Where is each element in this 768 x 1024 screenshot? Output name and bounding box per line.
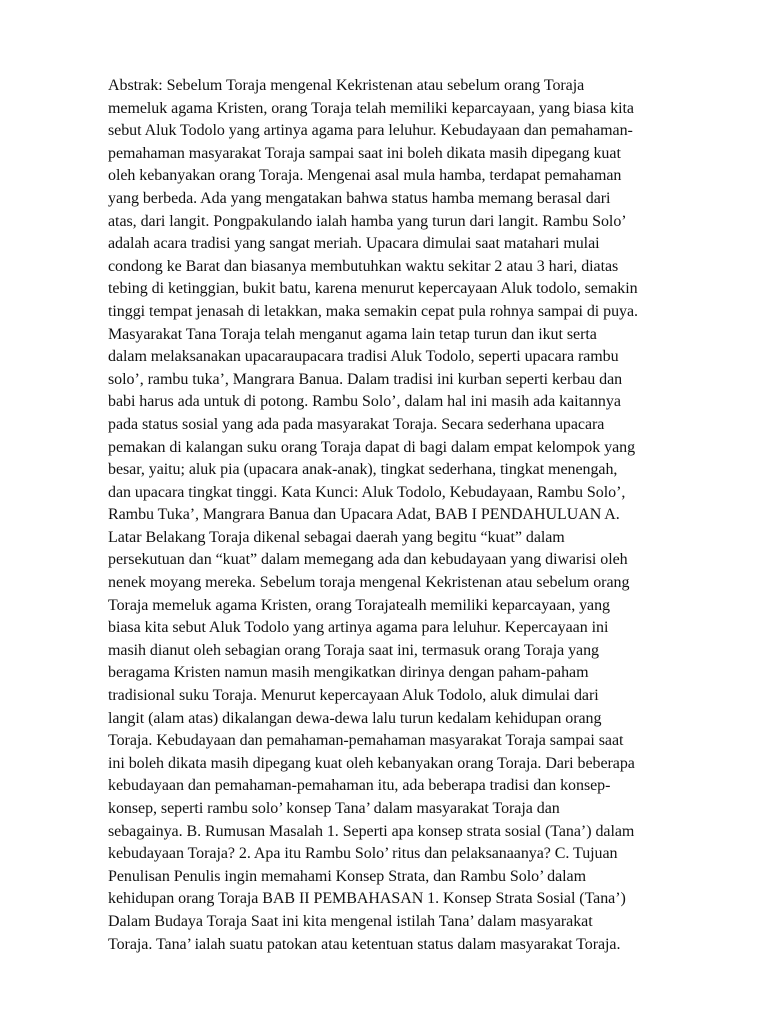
text-line: sebagainya. B. Rumusan Masalah 1. Seperti apa konsep strata sosial (Tana’) dalam bbox=[108, 822, 635, 840]
text-line: pemahaman masyarakat Toraja sampai saat ini boleh dikata masih dipegang kuat bbox=[108, 144, 621, 162]
document-page bbox=[108, 75, 698, 956]
text-line: beragama Kristen namun masih mengikatkan dirinya dengan paham-paham bbox=[108, 664, 589, 682]
text-line: tradisional suku Toraja. Menurut kepercayaan Aluk Todolo, aluk dimulai dari bbox=[108, 687, 599, 705]
text-line: babi harus ada untuk di potong. Rambu Solo’, dalam hal ini masih ada kaitannya bbox=[108, 393, 621, 411]
text-line: Toraja. Tana’ ialah suatu patokan atau ketentuan status dalam masyarakat Toraja. bbox=[108, 935, 621, 953]
text-line: langit (alam atas) dikalangan dewa-dewa lalu turun kedalam kehidupan orang bbox=[108, 709, 602, 727]
text-line: konsep, seperti rambu solo’ konsep Tana’ dalam masyarakat Toraja dan bbox=[108, 800, 560, 817]
text-line: kehidupan orang Toraja BAB II PEMBAHASAN 1. Konsep Strata Sosial (Tana’) bbox=[108, 890, 626, 908]
text-line: kebudayaan Toraja? 2. Apa itu Rambu Solo’ ritus dan pelaksanaanya? C. Tujuan bbox=[108, 845, 618, 863]
text-line: Latar Belakang Toraja dikenal sebagai daerah yang begitu “kuat” dalam bbox=[108, 528, 565, 546]
text-line: persekutuan dan “kuat” dalam memegang ada dan kebudayaan yang diwarisi oleh bbox=[108, 551, 628, 569]
text-line: pada status sosial yang ada pada masyarakat Toraja. Secara sederhana upacara bbox=[108, 415, 605, 433]
abstract-body-text bbox=[108, 75, 698, 956]
text-line: tinggi tempat jenasah di letakkan, maka semakin cepat pula rohnya sampai di puya. bbox=[108, 302, 639, 320]
text-line: pemakan di kalangan suku orang Toraja dapat di bagi dalam empat kelompok yang bbox=[108, 438, 636, 456]
text-line: nenek moyang mereka. Sebelum toraja mengenal Kekristenan atau sebelum orang bbox=[108, 574, 630, 592]
text-line: biasa kita sebut Aluk Todolo yang artinya agama para leluhur. Kepercayaan ini bbox=[108, 619, 609, 637]
text-line: Toraja memeluk agama Kristen, orang Torajatealh memiliki keparcayaan, yang bbox=[108, 596, 611, 614]
text-line: kebudayaan dan pemahaman-pemahaman itu, ada beberapa tradisi dan konsep- bbox=[108, 777, 611, 795]
text-line: Abstrak: Sebelum Toraja mengenal Kekristenan atau sebelum orang Toraja bbox=[108, 77, 585, 94]
text-line: memeluk agama Kristen, orang Toraja telah memiliki keparcayaan, yang biasa kita bbox=[108, 99, 634, 117]
text-line: solo’, rambu tuka’, Mangrara Banua. Dalam tradisi ini kurban seperti kerbau dan bbox=[108, 370, 623, 388]
text-line: Penulisan Penulis ingin memahami Konsep Strata, dan Rambu Solo’ dalam bbox=[108, 867, 586, 885]
text-line: ini boleh dikata masih dipegang kuat oleh kebanyakan orang Toraja. Dari beberapa bbox=[108, 754, 635, 772]
text-line: sebut Aluk Todolo yang artinya agama para leluhur. Kebudayaan dan pemahaman- bbox=[108, 122, 633, 140]
text-line: besar, yaitu; aluk pia (upacara anak-anak), tingkat sederhana, tingkat menengah, bbox=[108, 461, 618, 479]
text-line: yang berbeda. Ada yang mengatakan bahwa status hamba memang berasal dari bbox=[108, 189, 611, 207]
text-line: adalah acara tradisi yang sangat meriah. Upacara dimulai saat matahari mulai bbox=[108, 235, 600, 253]
text-line: condong ke Barat dan biasanya membutuhkan waktu sekitar 2 atau 3 hari, diatas bbox=[108, 257, 619, 275]
text-line: dan upacara tingkat tinggi. Kata Kunci: Aluk Todolo, Kebudayaan, Rambu Solo’, bbox=[108, 483, 626, 501]
text-line: atas, dari langit. Pongpakulando ialah hamba yang turun dari langit. Rambu Solo’ bbox=[108, 212, 627, 230]
text-line: Toraja. Kebudayaan dan pemahaman-pemahaman masyarakat Toraja sampai saat bbox=[108, 732, 624, 750]
text-line: dalam melaksanakan upacaraupacara tradisi Aluk Todolo, seperti upacara rambu bbox=[108, 348, 619, 366]
text-line: Dalam Budaya Toraja Saat ini kita mengenal istilah Tana’ dalam masyarakat bbox=[108, 912, 593, 930]
text-line: Rambu Tuka’, Mangrara Banua dan Upacara Adat, BAB I PENDAHULUAN A. bbox=[108, 506, 620, 524]
text-line: tebing di ketinggian, bukit batu, karena menurut kepercayaan Aluk todolo, semakin bbox=[108, 280, 638, 298]
text-line: oleh kebanyakan orang Toraja. Mengenai asal mula hamba, terdapat pemahaman bbox=[108, 167, 622, 185]
text-line: masih dianut oleh sebagian orang Toraja saat ini, termasuk orang Toraja yang bbox=[108, 641, 599, 659]
text-line: Masyarakat Tana Toraja telah menganut agama lain tetap turun dan ikut serta bbox=[108, 325, 597, 343]
